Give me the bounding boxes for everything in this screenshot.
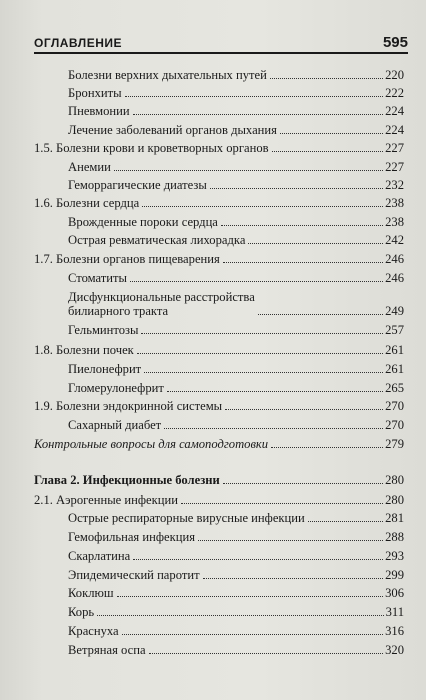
toc-entry-page: 270 <box>385 418 404 432</box>
toc-entry <box>68 160 404 174</box>
toc-entry-page: 242 <box>385 233 404 247</box>
toc-entry-title: Коклюш <box>68 586 114 600</box>
toc-entry <box>68 381 404 395</box>
dot-leader <box>248 243 383 244</box>
section-title: ОГЛАВЛЕНИЕ <box>34 36 123 50</box>
dot-leader <box>133 559 383 560</box>
toc-entry <box>68 86 404 100</box>
dot-leader <box>133 114 383 115</box>
toc-entry <box>68 511 404 525</box>
toc-entry-multiline <box>68 290 404 318</box>
dot-leader <box>130 281 383 282</box>
dot-leader <box>181 503 383 504</box>
toc-entry-title: Ветряная оспа <box>68 643 146 657</box>
toc-section-entry <box>34 399 404 413</box>
toc-entry-page: 279 <box>385 437 404 451</box>
toc-section-entry <box>34 252 404 266</box>
dot-leader <box>221 225 383 226</box>
toc-entry-title: 1.5. Болезни крови и кроветворных органов <box>34 141 269 155</box>
toc-entry-title: Корь <box>68 605 95 619</box>
toc-entry <box>68 568 404 582</box>
dot-leader <box>308 521 383 522</box>
toc-section-entry <box>34 141 404 155</box>
dot-leader <box>97 615 383 616</box>
toc-entry-page: 261 <box>385 362 404 376</box>
toc-entry-title: Гемофильная инфекция <box>68 530 195 544</box>
toc-entry-title: Глава 2. Инфекционные болезни <box>34 473 220 487</box>
dot-leader <box>271 447 383 448</box>
toc-entry-page: 280 <box>385 493 404 507</box>
toc-entry-page: 288 <box>385 530 404 544</box>
toc-entry-page: 232 <box>385 178 404 192</box>
dot-leader <box>149 653 384 654</box>
toc-entry <box>68 624 404 638</box>
toc-entry-page: 281 <box>385 511 404 525</box>
toc-entry-title: 2.1. Аэрогенные инфекции <box>34 493 178 507</box>
toc-entry <box>68 643 404 657</box>
dot-leader <box>223 483 383 484</box>
toc-entry-title <box>68 290 255 318</box>
toc-entry-title: Геморрагические диатезы <box>68 178 207 192</box>
toc-entry <box>68 586 404 600</box>
dot-leader <box>272 151 384 152</box>
toc-section-entry <box>34 196 404 210</box>
toc-entry <box>68 323 404 337</box>
dot-leader <box>223 262 383 263</box>
toc-entry-page: 306 <box>385 586 404 600</box>
toc-entry <box>68 530 404 544</box>
dot-leader <box>164 428 383 429</box>
dot-leader <box>280 133 383 134</box>
dot-leader <box>203 578 384 579</box>
toc-entry-page: 270 <box>385 399 404 413</box>
toc-entry <box>68 123 404 137</box>
dot-leader <box>210 188 383 189</box>
toc-entry-title: Острые респираторные вирусные инфекции <box>68 511 305 525</box>
dot-leader <box>167 391 383 392</box>
toc-entry <box>68 68 404 82</box>
toc-entry <box>68 549 404 563</box>
toc-entry-title: Бронхиты <box>68 86 122 100</box>
toc-review-questions-entry <box>34 437 404 451</box>
dot-leader <box>114 170 383 171</box>
toc-entry-title: Гломерулонефрит <box>68 381 164 395</box>
toc-entry-page: 238 <box>385 196 404 210</box>
dot-leader <box>141 333 383 334</box>
toc-entry-page: 293 <box>385 549 404 563</box>
toc-entry-title: Лечение заболеваний органов дыхания <box>68 123 277 137</box>
dot-leader <box>270 78 383 79</box>
toc-entry <box>68 104 404 118</box>
toc-entry-title: Сахарный диабет <box>68 418 162 432</box>
toc-chapter-entry <box>34 473 404 487</box>
toc-entry-page: 316 <box>385 624 404 638</box>
toc-entry <box>68 418 404 432</box>
toc-entry-title: Эпидемический паротит <box>68 568 200 582</box>
toc-section-entry <box>34 343 404 357</box>
page-number: 595 <box>382 34 408 51</box>
toc-entry <box>68 178 404 192</box>
toc-entry-title-line2: билиарного тракта <box>68 304 169 318</box>
toc-entry-page: 220 <box>385 68 404 82</box>
toc-entry-page: 320 <box>385 643 404 657</box>
toc-entry-title: Скарлатина <box>68 549 131 563</box>
toc-entry-title: 1.7. Болезни органов пищеварения <box>34 252 220 266</box>
toc-entry-title: Врожденные пороки сердца <box>68 215 218 229</box>
toc-entry-title: 1.9. Болезни эндокринной системы <box>34 399 223 413</box>
toc-entry-title: Стоматиты <box>68 271 127 285</box>
toc-entry-page: 311 <box>385 605 404 619</box>
dot-leader <box>198 540 383 541</box>
toc-entry-page: 280 <box>385 473 404 487</box>
toc-entry-page: 238 <box>385 215 404 229</box>
toc-entry-title: Анемии <box>68 160 111 174</box>
toc-entry-page: 246 <box>385 271 404 285</box>
toc-entry-page: 299 <box>385 568 404 582</box>
toc-entry-title: Контрольные вопросы для самоподготовки <box>34 437 269 451</box>
toc-entry-title: Пневмонии <box>68 104 130 118</box>
dot-leader <box>258 314 383 315</box>
toc-entry-page: 249 <box>385 304 404 318</box>
toc-entry <box>68 233 404 247</box>
toc-entry-page: 227 <box>385 141 404 155</box>
toc-entry-page: 261 <box>385 343 404 357</box>
toc-entry-title: Пиелонефрит <box>68 362 142 376</box>
toc-entry-title: Краснуха <box>68 624 119 638</box>
dot-leader <box>144 372 383 373</box>
toc-entry <box>68 271 404 285</box>
toc-entry-title: Гельминтозы <box>68 323 139 337</box>
toc-entry-title: Острая ревматическая лихорадка <box>68 233 246 247</box>
toc-entry-title-line1: Дисфункциональные расстройства <box>68 290 255 304</box>
toc-entry-page: 265 <box>385 381 404 395</box>
toc-entry-page: 227 <box>385 160 404 174</box>
dot-leader <box>137 353 383 354</box>
toc-entry-page: 222 <box>385 86 404 100</box>
toc-entry <box>68 605 404 619</box>
toc-entry-title: Болезни верхних дыхательных путей <box>68 68 267 82</box>
toc-entry-page: 257 <box>385 323 404 337</box>
dot-leader <box>142 206 383 207</box>
toc-entry-page: 224 <box>385 104 404 118</box>
toc-section-entry <box>34 493 404 507</box>
dot-leader <box>122 634 383 635</box>
dot-leader <box>125 96 384 97</box>
dot-leader <box>117 596 384 597</box>
toc-entry-page: 246 <box>385 252 404 266</box>
toc-entry-title: 1.8. Болезни почек <box>34 343 134 357</box>
toc-entry <box>68 215 404 229</box>
toc-entry <box>68 362 404 376</box>
toc-entry-title: 1.6. Болезни сердца <box>34 196 140 210</box>
dot-leader <box>225 409 383 410</box>
toc-entry-page: 224 <box>385 123 404 137</box>
